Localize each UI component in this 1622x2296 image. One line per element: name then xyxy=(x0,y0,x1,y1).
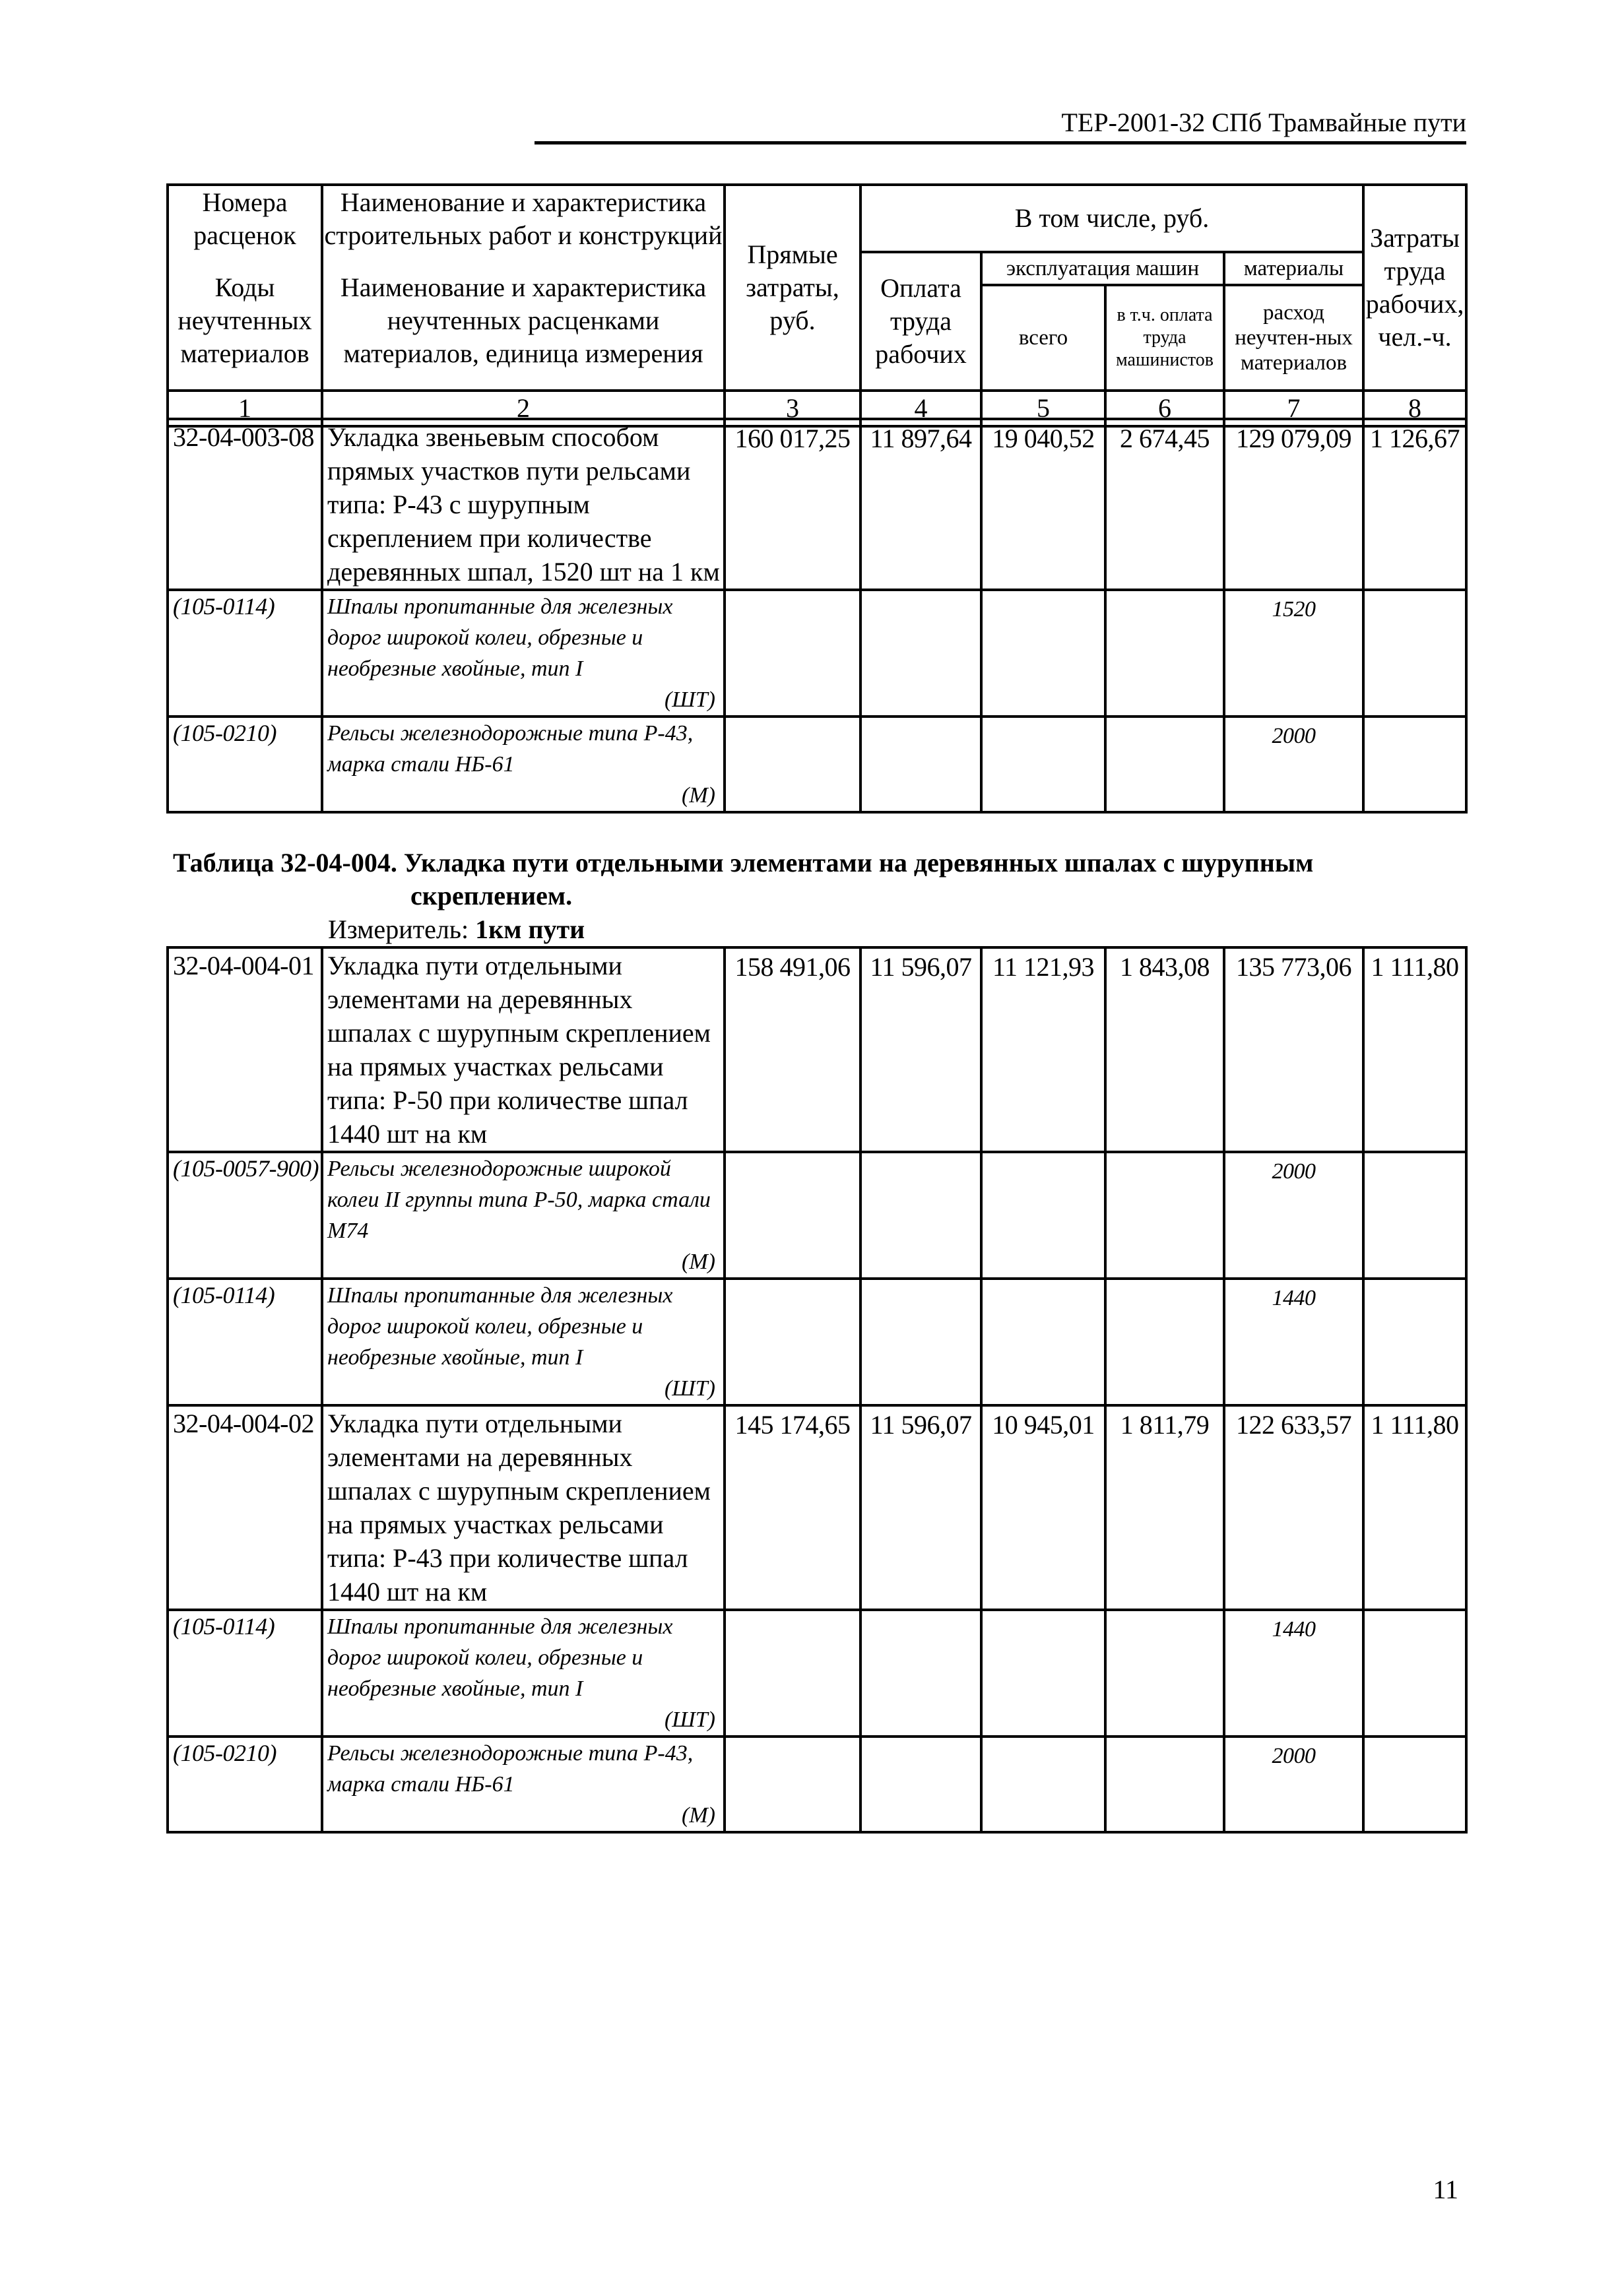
measurer xyxy=(328,913,585,946)
material-unit: (М) xyxy=(682,1803,715,1828)
header-materials: материалы xyxy=(1224,252,1363,285)
measurer-label: Измеритель: xyxy=(328,914,469,944)
column-number: 4 xyxy=(860,391,981,426)
column-number: 2 xyxy=(322,391,725,426)
material-row xyxy=(168,1152,1466,1279)
machine-costs: 10 945,01 xyxy=(981,1405,1105,1610)
material-unit: (М) xyxy=(682,1250,715,1274)
table-title-line2: скреплением. xyxy=(410,881,573,910)
rate-name: Укладка пути отдельными элементами на деревянных шпалах с шурупным скреплением на прямых участках рельсами типа: Р-50 при количестве шпал 1440 шт на км xyxy=(322,947,725,1152)
machine-costs: 11 121,93 xyxy=(981,947,1105,1152)
labor-pay: 11 596,07 xyxy=(860,1405,981,1610)
material-unit: (ШТ) xyxy=(664,1376,715,1401)
measurer-value: 1км пути xyxy=(475,914,585,944)
material-code: (105-0057-900) xyxy=(168,1152,322,1279)
material-name xyxy=(322,1737,725,1832)
material-row xyxy=(168,1279,1466,1405)
table-title-line1: Таблица 32-04-004. Укладка пути отдельными элементами на деревянных шпалах с шурупным xyxy=(173,848,1314,877)
machinist-pay: 1 843,08 xyxy=(1105,947,1224,1152)
material-quantity: 2000 xyxy=(1224,1152,1363,1279)
rates-table-32-04-003 xyxy=(166,418,1468,813)
material-name-text: Шпалы пропитанные для железных дорог широкой колеи, обрезные и необрезные хвойные, тип I xyxy=(327,1283,673,1370)
rate-code: 32-04-004-01 xyxy=(168,947,322,1152)
column-number: 8 xyxy=(1363,391,1466,426)
material-quantity: 1440 xyxy=(1224,1279,1363,1405)
machinist-pay: 2 674,45 xyxy=(1105,419,1224,590)
column-number: 3 xyxy=(725,391,860,426)
column-number: 6 xyxy=(1105,391,1224,426)
material-quantity: 1440 xyxy=(1224,1610,1363,1737)
rate-code: 32-04-003-08 xyxy=(168,419,322,590)
header-materials-use: расход неучтен-ных материалов xyxy=(1224,285,1363,391)
header-rate-numbers: Номера расценок xyxy=(168,185,322,252)
rates-table-32-04-004 xyxy=(166,946,1468,1834)
labor-pay: 11 897,64 xyxy=(860,419,981,590)
material-name-text: Рельсы железнодорожные широкой колеи II группы типа Р-50, марка стали М74 xyxy=(327,1157,711,1243)
material-code: (105-0114) xyxy=(168,1610,322,1737)
column-number: 1 xyxy=(168,391,322,426)
header-material-codes: Коды неучтенных материалов xyxy=(168,252,322,391)
material-quantity: 2000 xyxy=(1224,1737,1363,1832)
header-machine-operation: эксплуатация машин xyxy=(981,252,1224,285)
material-name-text: Рельсы железнодорожные типа Р-43, марка стали НБ-61 xyxy=(327,1741,694,1797)
rate-code: 32-04-004-02 xyxy=(168,1405,322,1610)
material-row xyxy=(168,717,1466,812)
direct-costs: 160 017,25 xyxy=(725,419,860,590)
table-row xyxy=(168,1405,1466,1610)
header-labor-costs: Затраты труда рабочих, чел.-ч. xyxy=(1363,185,1466,391)
materials-cost: 122 633,57 xyxy=(1224,1405,1363,1610)
header-material-name: Наименование и характеристика неучтенных расценками материалов, единица измерения xyxy=(322,252,725,391)
materials-cost: 135 773,06 xyxy=(1224,947,1363,1152)
material-code: (105-0114) xyxy=(168,1279,322,1405)
material-code: (105-0114) xyxy=(168,590,322,717)
direct-costs: 158 491,06 xyxy=(725,947,860,1152)
header-direct-costs: Прямые затраты, руб. xyxy=(725,185,860,391)
labor-hours: 1 111,80 xyxy=(1363,947,1466,1152)
column-header-table xyxy=(166,183,1468,428)
header-including: В том числе, руб. xyxy=(860,185,1363,252)
machinist-pay: 1 811,79 xyxy=(1105,1405,1224,1610)
material-code: (105-0210) xyxy=(168,717,322,812)
material-quantity: 2000 xyxy=(1224,717,1363,812)
material-code: (105-0210) xyxy=(168,1737,322,1832)
column-number: 5 xyxy=(981,391,1105,426)
material-name xyxy=(322,1610,725,1737)
header-rule xyxy=(535,141,1466,144)
material-name xyxy=(322,717,725,812)
page-number: 11 xyxy=(1433,2175,1458,2204)
document-header: ТЕР-2001-32 СПб Трамвайные пути xyxy=(1061,108,1466,137)
material-unit: (ШТ) xyxy=(664,1707,715,1732)
table-row xyxy=(168,419,1466,590)
material-unit: (ШТ) xyxy=(664,687,715,712)
header-labor-pay: Оплата труда рабочих xyxy=(860,252,981,391)
labor-hours: 1 111,80 xyxy=(1363,1405,1466,1610)
material-name xyxy=(322,1279,725,1405)
material-unit: (М) xyxy=(682,783,715,808)
material-name-text: Шпалы пропитанные для железных дорог широкой колеи, обрезные и необрезные хвойные, тип I xyxy=(327,594,673,681)
table-row xyxy=(168,947,1466,1152)
labor-hours: 1 126,67 xyxy=(1363,419,1466,590)
header-work-name: Наименование и характеристика строительных работ и конструкций xyxy=(322,185,725,252)
table-title xyxy=(173,846,1361,912)
direct-costs: 145 174,65 xyxy=(725,1405,860,1610)
material-name xyxy=(322,1152,725,1279)
material-row xyxy=(168,1737,1466,1832)
header-machinist-pay: в т.ч. оплата труда машинистов xyxy=(1105,285,1224,391)
material-quantity: 1520 xyxy=(1224,590,1363,717)
labor-pay: 11 596,07 xyxy=(860,947,981,1152)
material-row xyxy=(168,590,1466,717)
materials-cost: 129 079,09 xyxy=(1224,419,1363,590)
rate-name: Укладка пути отдельными элементами на деревянных шпалах с шурупным скреплением на прямых участках рельсами типа: Р-43 при количестве шпал 1440 шт на км xyxy=(322,1405,725,1610)
material-row xyxy=(168,1610,1466,1737)
material-name-text: Шпалы пропитанные для железных дорог широкой колеи, обрезные и необрезные хвойные, тип I xyxy=(327,1614,673,1701)
machine-costs: 19 040,52 xyxy=(981,419,1105,590)
material-name xyxy=(322,590,725,717)
column-number: 7 xyxy=(1224,391,1363,426)
material-name-text: Рельсы железнодорожные типа Р-43, марка стали НБ-61 xyxy=(327,721,694,777)
header-machine-total: всего xyxy=(981,285,1105,391)
rate-name: Укладка звеньевым способом прямых участков пути рельсами типа: Р-43 с шурупным скреплением при количестве деревянных шпал, 1520 шт на 1 км xyxy=(322,419,725,590)
